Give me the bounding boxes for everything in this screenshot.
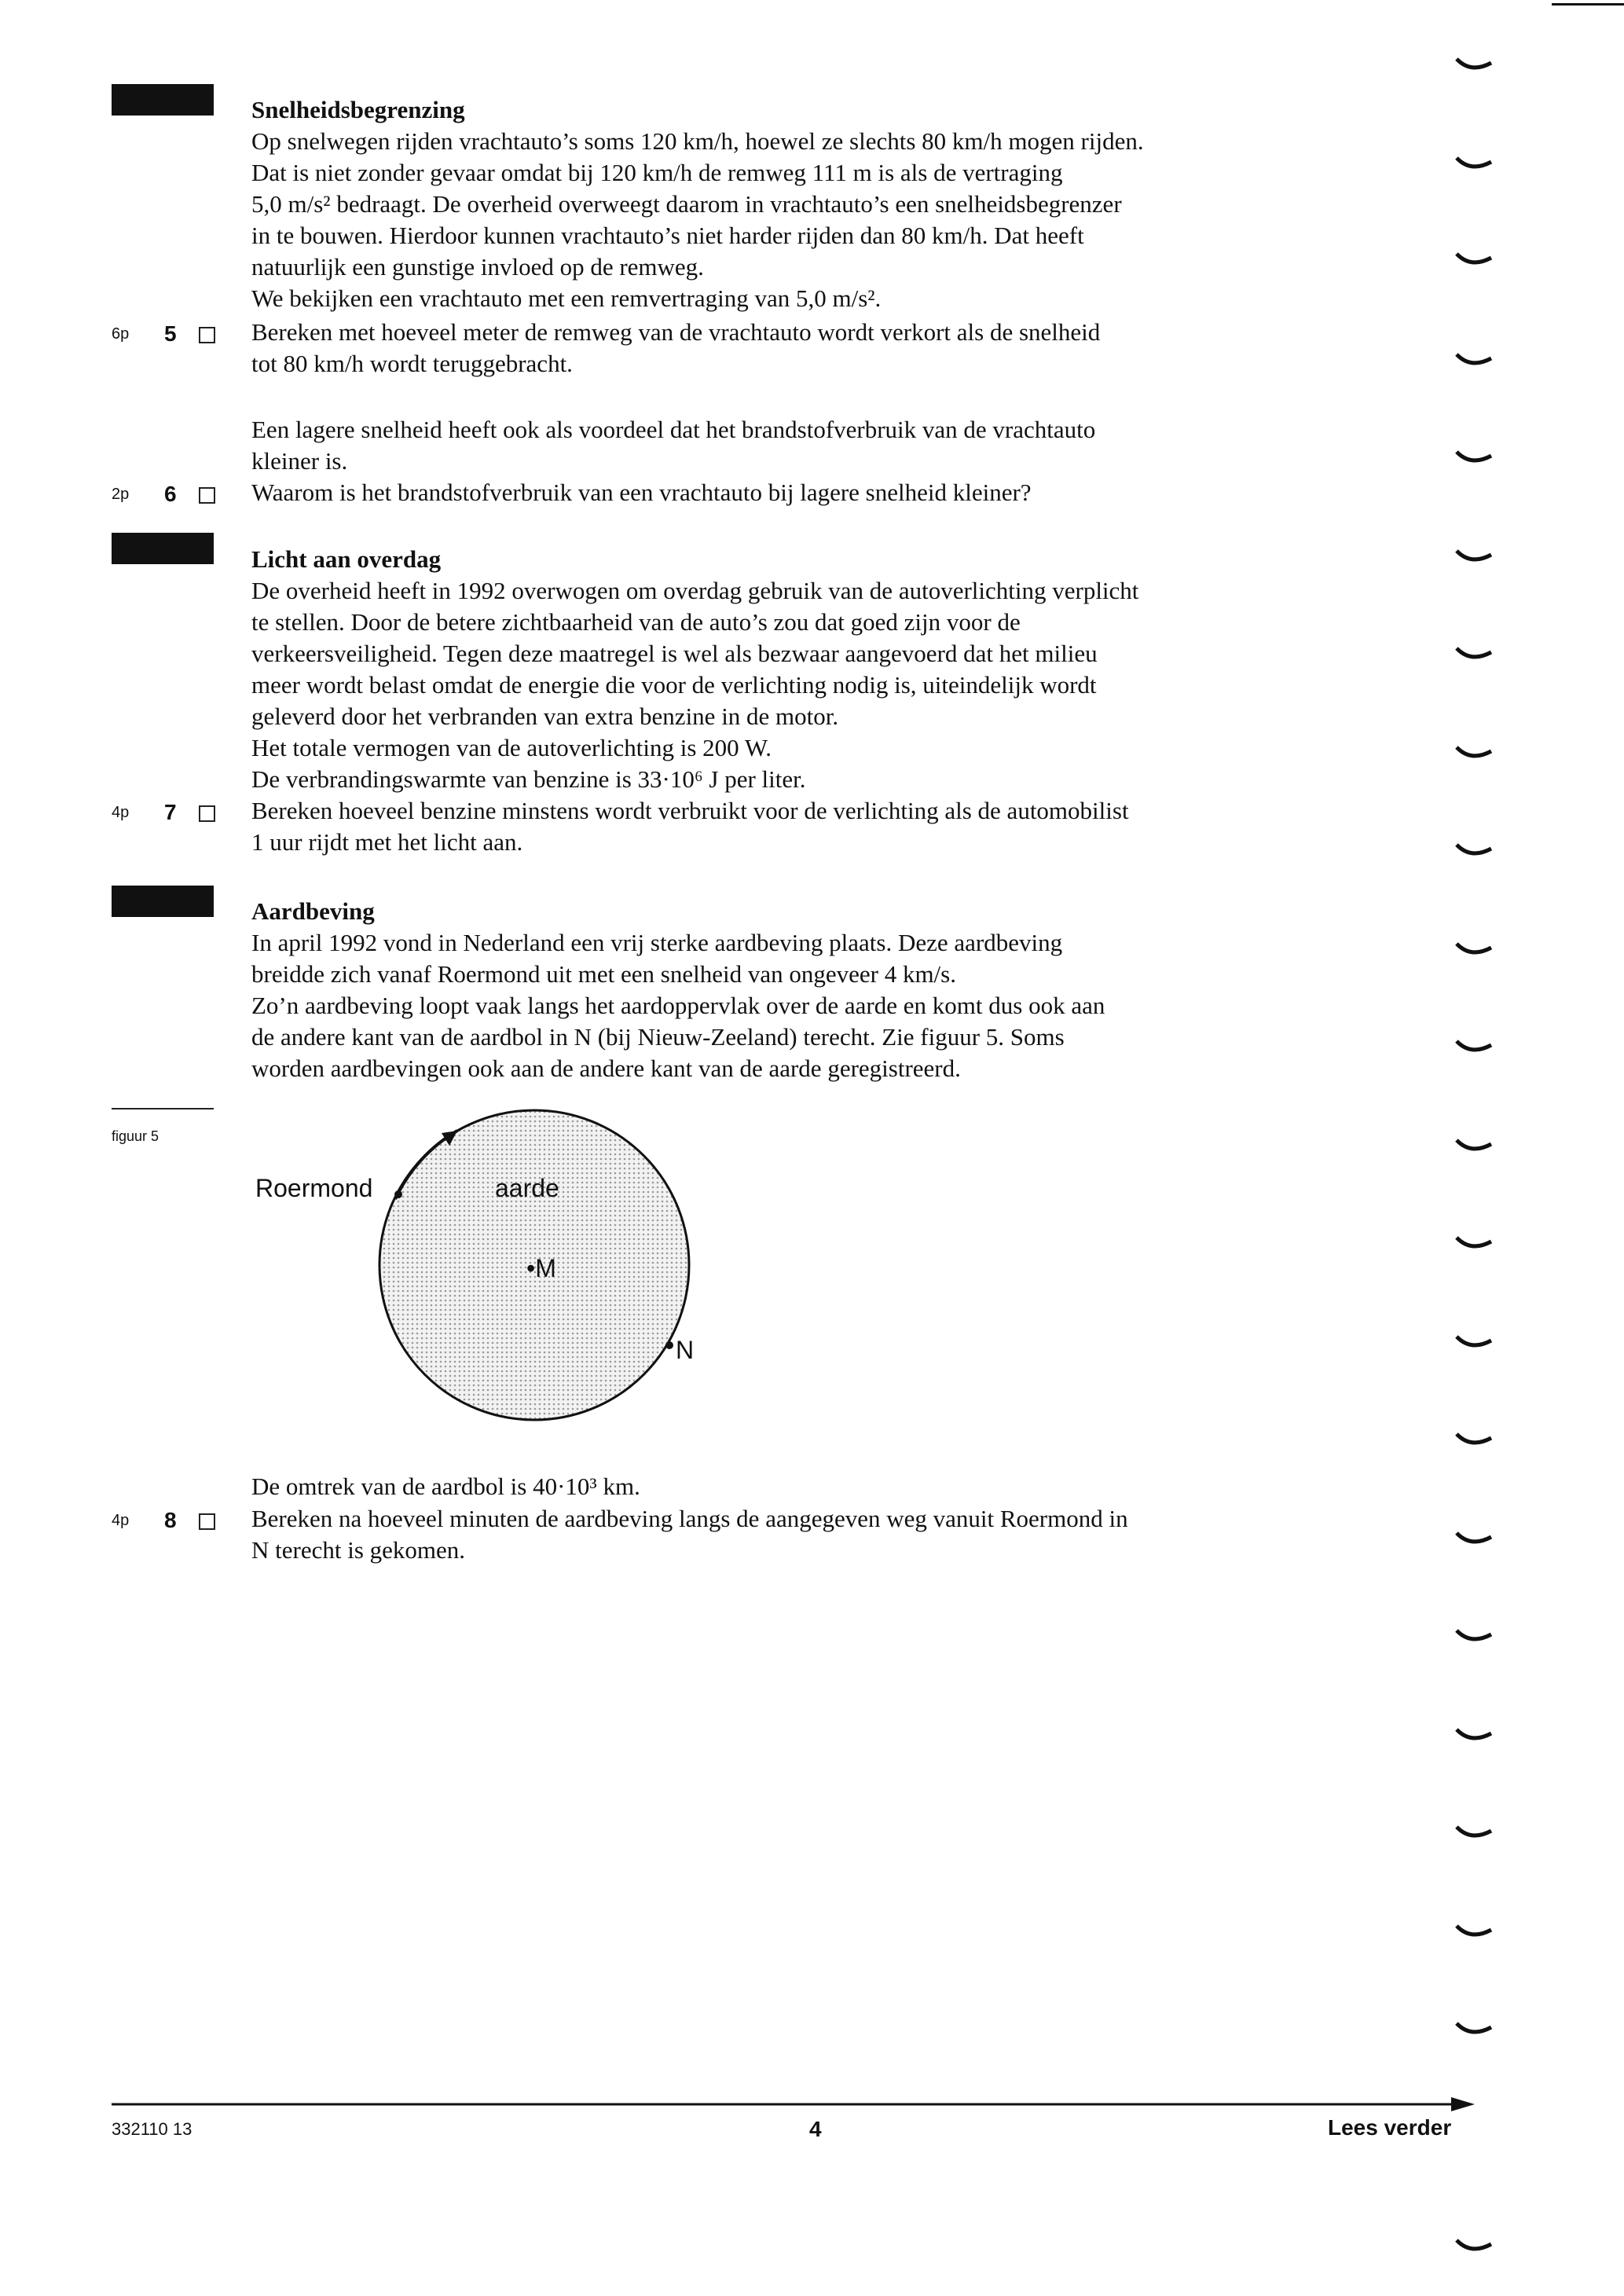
footer-code: 332110 13	[112, 2119, 192, 2139]
margin-mark-icon	[1455, 1235, 1493, 1253]
margin-mark-icon	[1455, 548, 1493, 566]
text-line: We bekijken een vrachtauto met een remvertraging van 5,0 m/s².	[251, 284, 882, 312]
footer-next-label: Lees verder	[1328, 2115, 1452, 2140]
label-aarde: aarde	[495, 1174, 559, 1202]
text-line: meer wordt belast omdat de energie die voor de verlichting nodig is, uiteindelijk wordt	[251, 671, 1097, 699]
question-number: 7	[164, 800, 177, 824]
section-marker-bar	[112, 886, 214, 917]
section-title: Snelheidsbegrenzing	[251, 96, 465, 123]
margin-mark-icon	[1455, 156, 1493, 173]
answer-checkbox	[199, 1513, 215, 1530]
text-line: natuurlijk een gunstige invloed op de remweg.	[251, 253, 704, 281]
text-line: Het totale vermogen van de autoverlichting is 200 W.	[251, 734, 772, 761]
margin-mark-icon	[1455, 941, 1493, 959]
margin-mark-icon	[1455, 646, 1493, 663]
answer-checkbox	[199, 327, 215, 343]
text-line: In april 1992 vond in Nederland een vrij sterke aardbeving plaats. Deze aardbeving	[251, 929, 1063, 956]
answer-checkbox	[199, 487, 215, 504]
text-line: de andere kant van de aardbol in N (bij Nieuw-Zeeland) terecht. Zie figuur 5. Soms	[251, 1023, 1065, 1051]
question-points: 4p	[112, 804, 130, 821]
margin-mark-icon	[1455, 2238, 1493, 2255]
margin-mark-icon	[1455, 57, 1493, 74]
section-middle-text	[251, 414, 1383, 477]
question-number: 8	[164, 1508, 177, 1532]
question-text	[251, 317, 1383, 380]
arrow-right-icon	[1451, 2097, 1475, 2111]
question-number: 5	[164, 321, 177, 346]
text-line: Bereken met hoeveel meter de remweg van de vrachtauto wordt verkort als de snelheid	[251, 318, 1101, 346]
text-line: Bereken na hoeveel minuten de aardbeving langs de aangegeven weg vanuit Roermond in	[251, 1505, 1128, 1532]
text-line: Een lagere snelheid heeft ook als voordeel dat het brandstofverbruik van de vrachtauto	[251, 416, 1096, 443]
section-marker-bar	[112, 533, 214, 564]
question-text	[251, 477, 1383, 508]
text-line: kleiner is.	[251, 447, 348, 475]
margin-mark-icon	[1455, 352, 1493, 369]
margin-mark-icon	[1455, 251, 1493, 269]
text-line: 5,0 m/s² bedraagt. De overheid overweegt daarom in vrachtauto’s een snelheidsbegrenzer	[251, 190, 1122, 218]
section-title: Licht aan overdag	[251, 545, 442, 573]
label-n: N	[676, 1336, 695, 1364]
label-center-m: •M	[526, 1254, 556, 1282]
section-intro	[251, 575, 1383, 795]
text-line: 1 uur rijdt met het licht aan.	[251, 828, 523, 856]
margin-mark-icon	[1455, 449, 1493, 467]
text-line: in te bouwen. Hierdoor kunnen vrachtauto’s niet harder rijden dan 80 km/h. Dat heeft	[251, 222, 1084, 249]
text-line: De omtrek van de aardbol is 40·10³ km.	[251, 1473, 640, 1500]
section-marker-bar	[112, 84, 214, 116]
earth-figure	[236, 1100, 723, 1446]
figure-rule	[112, 1108, 214, 1109]
margin-mark-icon	[1455, 1039, 1493, 1056]
question-points: 6p	[112, 325, 130, 343]
margin-mark-icon	[1455, 1628, 1493, 1645]
margin-mark-icon	[1455, 1334, 1493, 1352]
text-line: De overheid heeft in 1992 overwogen om overdag gebruik van de autoverlichting verplicht	[251, 577, 1139, 604]
question-text	[251, 795, 1383, 858]
text-line: Dat is niet zonder gevaar omdat bij 120 km/h de remweg 111 m is als de vertraging	[251, 159, 1063, 186]
question-text	[251, 1503, 1383, 1566]
answer-checkbox	[199, 805, 215, 822]
text-line: worden aardbevingen ook aan de andere kant van de aarde geregistreerd.	[251, 1054, 961, 1082]
text-line: Bereken hoeveel benzine minstens wordt verbruikt voor de verlichting als de automobilist	[251, 797, 1129, 824]
text-line: verkeersveiligheid. Tegen deze maatregel is wel als bezwaar aangevoerd dat het milieu	[251, 640, 1098, 667]
text-line: geleverd door het verbranden van extra benzine in de motor.	[251, 702, 839, 730]
margin-mark-icon	[1455, 1432, 1493, 1449]
text-line: Op snelwegen rijden vrachtauto’s soms 120 km/h, hoewel ze slechts 80 km/h mogen rijden.	[251, 127, 1144, 155]
top-rule	[1552, 3, 1624, 6]
footer-arrow-rule	[112, 2093, 1475, 2112]
section-intro	[251, 126, 1383, 314]
margin-mark-icon	[1455, 1138, 1493, 1155]
margin-mark-icon	[1455, 1531, 1493, 1548]
label-roermond: Roermond	[255, 1174, 373, 1202]
question-number: 6	[164, 482, 177, 506]
question-points: 4p	[112, 1512, 130, 1529]
text-line: De verbrandingswarmte van benzine is 33·10⁶ J per liter.	[251, 765, 806, 793]
section-after-figure	[251, 1471, 1383, 1502]
question-points: 2p	[112, 486, 130, 503]
figure-caption: figuur 5	[112, 1128, 159, 1144]
n-point	[665, 1341, 673, 1349]
text-line: Zo’n aardbeving loopt vaak langs het aardoppervlak over de aarde en komt dus ook aan	[251, 992, 1105, 1019]
margin-mark-icon	[1455, 1825, 1493, 1842]
text-line: Waarom is het brandstofverbruik van een vrachtauto bij lagere snelheid kleiner?	[251, 479, 1032, 506]
text-line: breidde zich vanaf Roermond uit met een snelheid van ongeveer 4 km/s.	[251, 960, 956, 988]
margin-mark-icon	[1455, 2021, 1493, 2038]
text-line: te stellen. Door de betere zichtbaarheid van de auto’s zou dat goed zijn voor de	[251, 608, 1021, 636]
margin-mark-icon	[1455, 1727, 1493, 1744]
roermond-point	[394, 1190, 402, 1198]
section-title: Aardbeving	[251, 897, 375, 925]
section-intro	[251, 927, 1383, 1084]
text-line: tot 80 km/h wordt teruggebracht.	[251, 350, 573, 377]
text-line: N terecht is gekomen.	[251, 1536, 466, 1564]
margin-mark-icon	[1455, 1924, 1493, 1941]
margin-mark-icon	[1455, 745, 1493, 762]
margin-mark-icon	[1455, 842, 1493, 860]
page-number: 4	[809, 2117, 822, 2141]
